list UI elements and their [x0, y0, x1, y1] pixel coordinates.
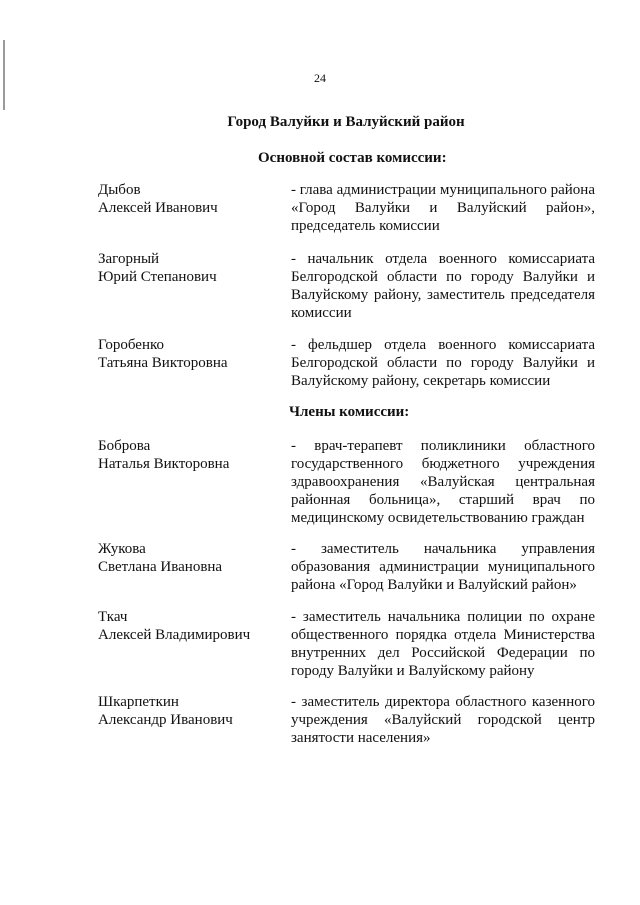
member-role: - заместитель начальника управления образования администрации муниципального района «Город Валуйки и Валуйский район» — [291, 541, 595, 593]
member-given-names: Татьяна Викторовна — [98, 355, 228, 371]
member-role: - заместитель директора областного казенного учреждения «Валуйский городской центр занятости населения» — [291, 694, 595, 746]
section-heading-main: Основной состав комиссии: — [258, 150, 447, 166]
member-name — [98, 250, 278, 286]
member-surname: Шкарпеткин — [98, 694, 179, 710]
member-name — [98, 437, 278, 473]
member-name — [98, 336, 278, 372]
member-surname: Дыбов — [98, 182, 141, 198]
member-given-names: Светлана Ивановна — [98, 559, 223, 575]
member-role: - начальник отдела военного комиссариата Белгородской области по городу Валуйки и Валуйскому району, заместитель председателя комиссии — [291, 251, 595, 321]
member-given-names: Наталья Викторовна — [98, 456, 230, 472]
member-role: - фельдшер отдела военного комиссариата Белгородской области по городу Валуйки и Валуйскому району, секретарь комиссии — [291, 337, 595, 389]
member-surname: Горобенко — [98, 337, 164, 353]
page-number: 24 — [314, 71, 326, 85]
member-given-names: Алексей Иванович — [98, 200, 218, 216]
member-given-names: Александр Иванович — [98, 712, 233, 728]
member-name — [98, 693, 278, 729]
member-surname: Ткач — [98, 609, 128, 625]
member-surname: Жукова — [98, 541, 146, 557]
member-surname: Загорный — [98, 251, 160, 267]
member-surname: Боброва — [98, 438, 151, 454]
member-name — [98, 608, 278, 644]
document-title: Город Валуйки и Валуйский район — [227, 114, 465, 130]
section-heading-members: Члены комиссии: — [289, 404, 410, 420]
member-name — [98, 181, 278, 217]
member-given-names: Алексей Владимирович — [98, 627, 251, 643]
member-role: - врач-терапевт поликлиники областного государственного бюджетного учреждения здравоохранения «Валуйская центральная районная больница», старший врач по медицинскому освидетельствованию граждан — [291, 438, 595, 526]
member-name — [98, 540, 278, 576]
member-role: - глава администрации муниципального района «Город Валуйки и Валуйский район», председатель комиссии — [291, 182, 595, 234]
member-role: - заместитель начальника полиции по охране общественного порядка отдела Министерства внутренних дел Российской Федерации по городу Валуйки и Валуйскому району — [291, 609, 595, 679]
member-given-names: Юрий Степанович — [98, 269, 217, 285]
